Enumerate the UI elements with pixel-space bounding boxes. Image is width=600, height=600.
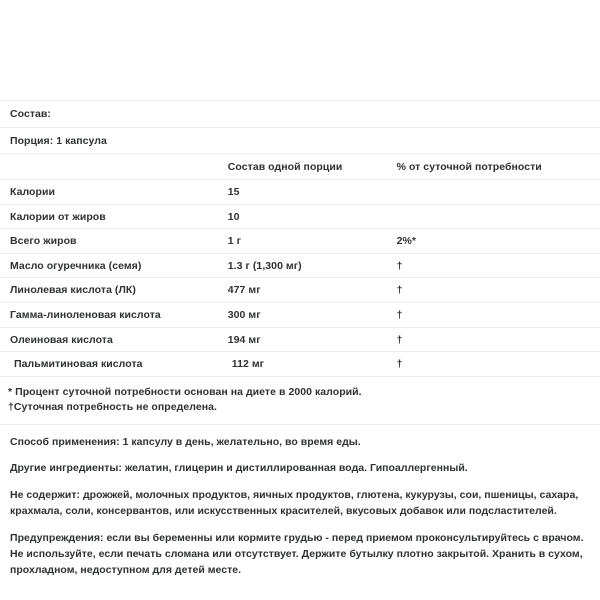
nutrient-name: Гамма-линоленовая кислота	[10, 309, 161, 321]
nutrient-name: Масло огуречника (семя)	[10, 259, 142, 272]
footnote-dagger-note: †Суточная потребность не определена.	[8, 400, 217, 413]
nutrient-name: Калории от жиров	[10, 210, 106, 223]
column-header-daily-value: % от суточной потребности	[396, 161, 542, 174]
table-row	[0, 204, 600, 229]
table-row	[0, 278, 600, 303]
table-row	[0, 352, 600, 377]
nutrient-name: Калории	[10, 186, 55, 199]
nutrient-amount: 477 мг	[227, 284, 261, 297]
composition-label: Состав:	[10, 108, 51, 120]
nutrient-daily-value: †	[396, 259, 403, 272]
nutrient-name: Олеиновая кислота	[10, 333, 113, 346]
body-text-block	[0, 425, 600, 580]
footnotes-block	[0, 377, 600, 425]
nutrient-name: Всего жиров	[10, 235, 77, 248]
serving-spacer-dv	[397, 127, 600, 154]
nutrient-daily-value	[397, 204, 600, 229]
other-ingredients-paragraph: Другие ингредиенты: желатин, глицерин и дистиллированная вода. Гипоаллергенный.	[10, 462, 468, 475]
table-row	[0, 253, 600, 278]
table-header-row	[0, 154, 600, 180]
nutrient-amount: 300 мг	[227, 309, 261, 321]
footnote-daily-value-basis: * Процент суточной потребности основан на диете в 2000 калорий.	[8, 385, 362, 398]
column-header-amount: Состав одной порции	[227, 161, 343, 174]
table-row	[0, 303, 600, 328]
warnings-paragraph: Предупреждения: если вы беременны или кормите грудью - перед приемом проконсультируйтесь с врачом. Не используйте, если печать сломана или отсутствует. Держите бутылку плотно закрытой. Хранить в сухом, прохладном, недоступном для детей месте.	[10, 532, 584, 577]
top-spacer	[0, 0, 600, 100]
nutrient-name: Линолевая кислота (ЛК)	[10, 284, 136, 297]
composition-spacer-amount	[228, 101, 397, 127]
nutrient-daily-value: †	[396, 284, 403, 297]
nutrient-amount: 112 мг	[231, 358, 265, 371]
nutrient-amount: 194 мг	[227, 333, 261, 346]
column-header-name	[0, 154, 228, 180]
table-row	[0, 327, 600, 352]
supplement-facts-table-body	[0, 101, 600, 376]
composition-spacer-dv	[397, 101, 600, 127]
table-row	[0, 180, 600, 205]
table-row	[0, 229, 600, 254]
nutrient-name: Пальмитиновая кислота	[14, 358, 143, 371]
nutrient-daily-value: †	[396, 333, 403, 346]
nutrient-amount: 1.3 г (1,300 мг)	[227, 259, 302, 272]
nutrient-amount: 1 г	[227, 235, 242, 248]
supplement-facts-table	[0, 101, 600, 377]
nutrient-daily-value: †	[396, 358, 403, 371]
nutrient-amount: 10	[227, 210, 240, 223]
composition-row	[0, 101, 600, 127]
nutrient-amount: 15	[227, 186, 240, 199]
serving-spacer-amount	[228, 127, 397, 154]
directions-paragraph: Способ применения: 1 капсулу в день, желательно, во время еды.	[10, 435, 361, 448]
free-from-paragraph: Не содержит: дрожжей, молочных продуктов, яичных продуктов, глютена, кукурузы, сои, пшеницы, сахара, крахмала, соли, консервантов, или искусственных красителей, вкусовых добавок или подсластителей.	[10, 489, 579, 518]
nutrient-daily-value: 2%*	[396, 235, 417, 248]
serving-label: Порция: 1 капсула	[10, 134, 107, 147]
serving-row	[0, 127, 600, 154]
nutrient-daily-value	[397, 180, 600, 205]
nutrient-daily-value: †	[396, 309, 403, 321]
